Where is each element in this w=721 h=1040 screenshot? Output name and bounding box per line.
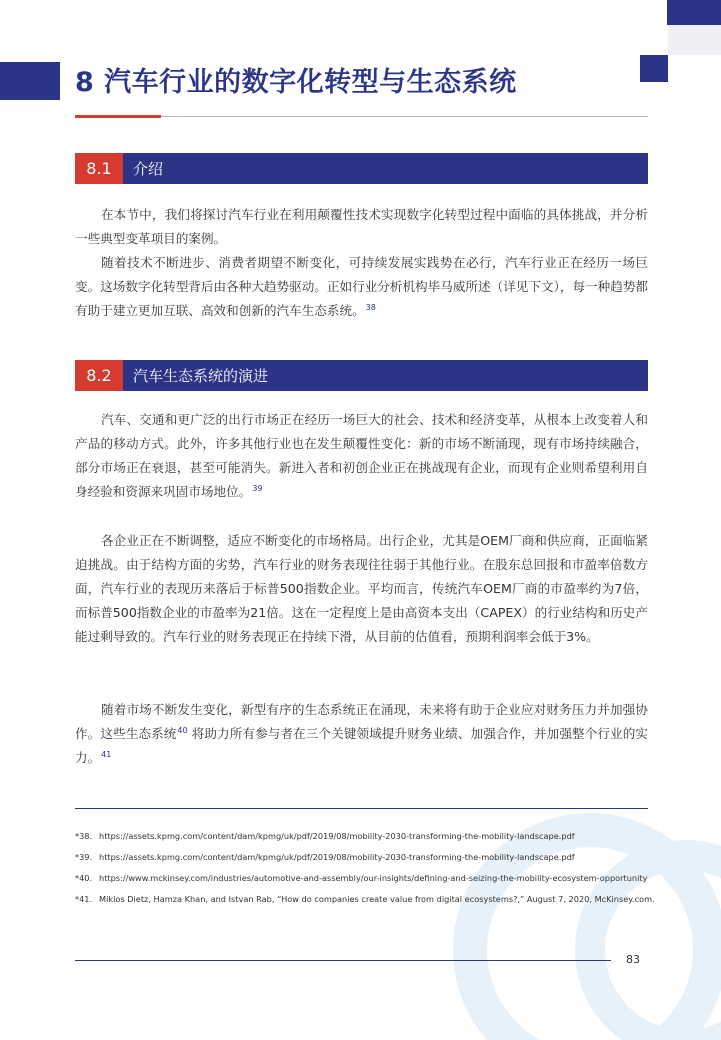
paragraph [75, 408, 648, 504]
paragraph-text: 随着技术不断进步、消费者期望不断变化，可持续发展实践势在必行，汽车行业正在经历一场巨变。这场数字化转型背后由各种大趋势驱动。正如行业分析机构毕马威所述（详见下文），每一种趋势都有助于建立更加互联、高效和创新的汽车生态系统。 [75, 255, 649, 318]
footnote [75, 868, 685, 889]
decor-square-light [668, 25, 721, 55]
paragraph [75, 251, 648, 323]
footnote-mark: *38. [75, 831, 93, 841]
footnote-mark: *39. [75, 852, 93, 862]
decor-title-block [0, 62, 60, 100]
footnote-ref[interactable]: 38 [365, 302, 376, 312]
footnote-link[interactable]: https://www.mckinsey.com/industries/automotive-and-assembly/our-insights/defining-and-seizing-the-mobility-ecosystem-opportunity [99, 873, 648, 883]
title-underline [161, 116, 648, 117]
section-label: 介绍 [133, 160, 164, 178]
paragraph-text: 随着市场不断发生变化，新型有序的生态系统正在涌现，未来将有助于企业应对财务压力并加强协作。这些生态系统 [75, 702, 648, 741]
footnote-divider [75, 808, 648, 809]
section-heading-evolution [75, 360, 648, 391]
paragraph [75, 203, 648, 251]
footnote-mark: *40. [75, 873, 93, 883]
footnote-text: Miklos Dietz, Hamza Khan, and Istvan Rab, “How do companies create value from digital ecosystems?,” August 7, 2020, McKinsey.com. [99, 894, 655, 904]
footnote [75, 847, 685, 868]
chapter-title: 8 汽车行业的数字化转型与生态系统 [75, 67, 517, 98]
page-footer-rule [75, 960, 611, 961]
section-label: 汽车生态系统的演进 [133, 367, 269, 385]
paragraph [75, 529, 648, 649]
footnote-ref[interactable]: 40 [177, 725, 188, 735]
section-number: 8.1 [75, 153, 123, 184]
footnote [75, 889, 685, 910]
paragraph-text: 将助力所有参与者在三个关键领域提升财务业绩、加强合作，并加强整个行业的实力。 [75, 726, 648, 765]
footnote-mark: *41. [75, 894, 93, 904]
title-underline-accent [75, 115, 161, 118]
page-number: 83 [626, 953, 640, 966]
decor-square [667, 0, 721, 25]
paragraph [75, 698, 648, 770]
section-heading-intro [75, 153, 648, 184]
section-number: 8.2 [75, 360, 123, 391]
paragraph-text: 在本节中，我们将探讨汽车行业在利用颠覆性技术实现数字化转型过程中面临的具体挑战，并分析一些典型变革项目的案例。 [75, 207, 648, 246]
footnote-ref[interactable]: 41 [101, 749, 112, 759]
decor-square [640, 55, 668, 82]
paragraph-text: 各企业正在不断调整，适应不断变化的市场格局。出行企业，尤其是OEM厂商和供应商，正面临紧迫挑战。由于结构方面的劣势，汽车行业的财务表现往往弱于其他行业。在股东总回报和市盈率倍数方面，汽车行业的表现历来落后于标普500指数企业。平均而言，传统汽车OEM厂商的市盈率约为7倍，而标普500指数企业的市盈率为21倍。这在一定程度上是由高资本支出（CAPEX）的行业结构和历史产能过剩导致的。汽车行业的财务表现正在持续下滑，从目前的估值看，预期利润率会低于3%。 [75, 533, 648, 644]
footnote-link[interactable]: https://assets.kpmg.com/content/dam/kpmg/uk/pdf/2019/08/mobility-2030-transforming-the-mobility-landscape.pdf [99, 831, 575, 841]
footnote [75, 826, 685, 847]
footnote-link[interactable]: https://assets.kpmg.com/content/dam/kpmg/uk/pdf/2019/08/mobility-2030-transforming-the-mobility-landscape.pdf [99, 852, 575, 862]
footnotes [75, 826, 685, 910]
paragraph-text: 汽车、交通和更广泛的出行市场正在经历一场巨大的社会、技术和经济变革，从根本上改变着人和产品的移动方式。此外，许多其他行业也在发生颠覆性变化：新的市场不断涌现，现有市场持续融合，部分市场正在衰退，甚至可能消失。新进入者和初创企业正在挑战现有企业，而现有企业则希望利用自身经验和资源来巩固市场地位。 [75, 412, 648, 499]
footnote-ref[interactable]: 39 [252, 483, 263, 493]
